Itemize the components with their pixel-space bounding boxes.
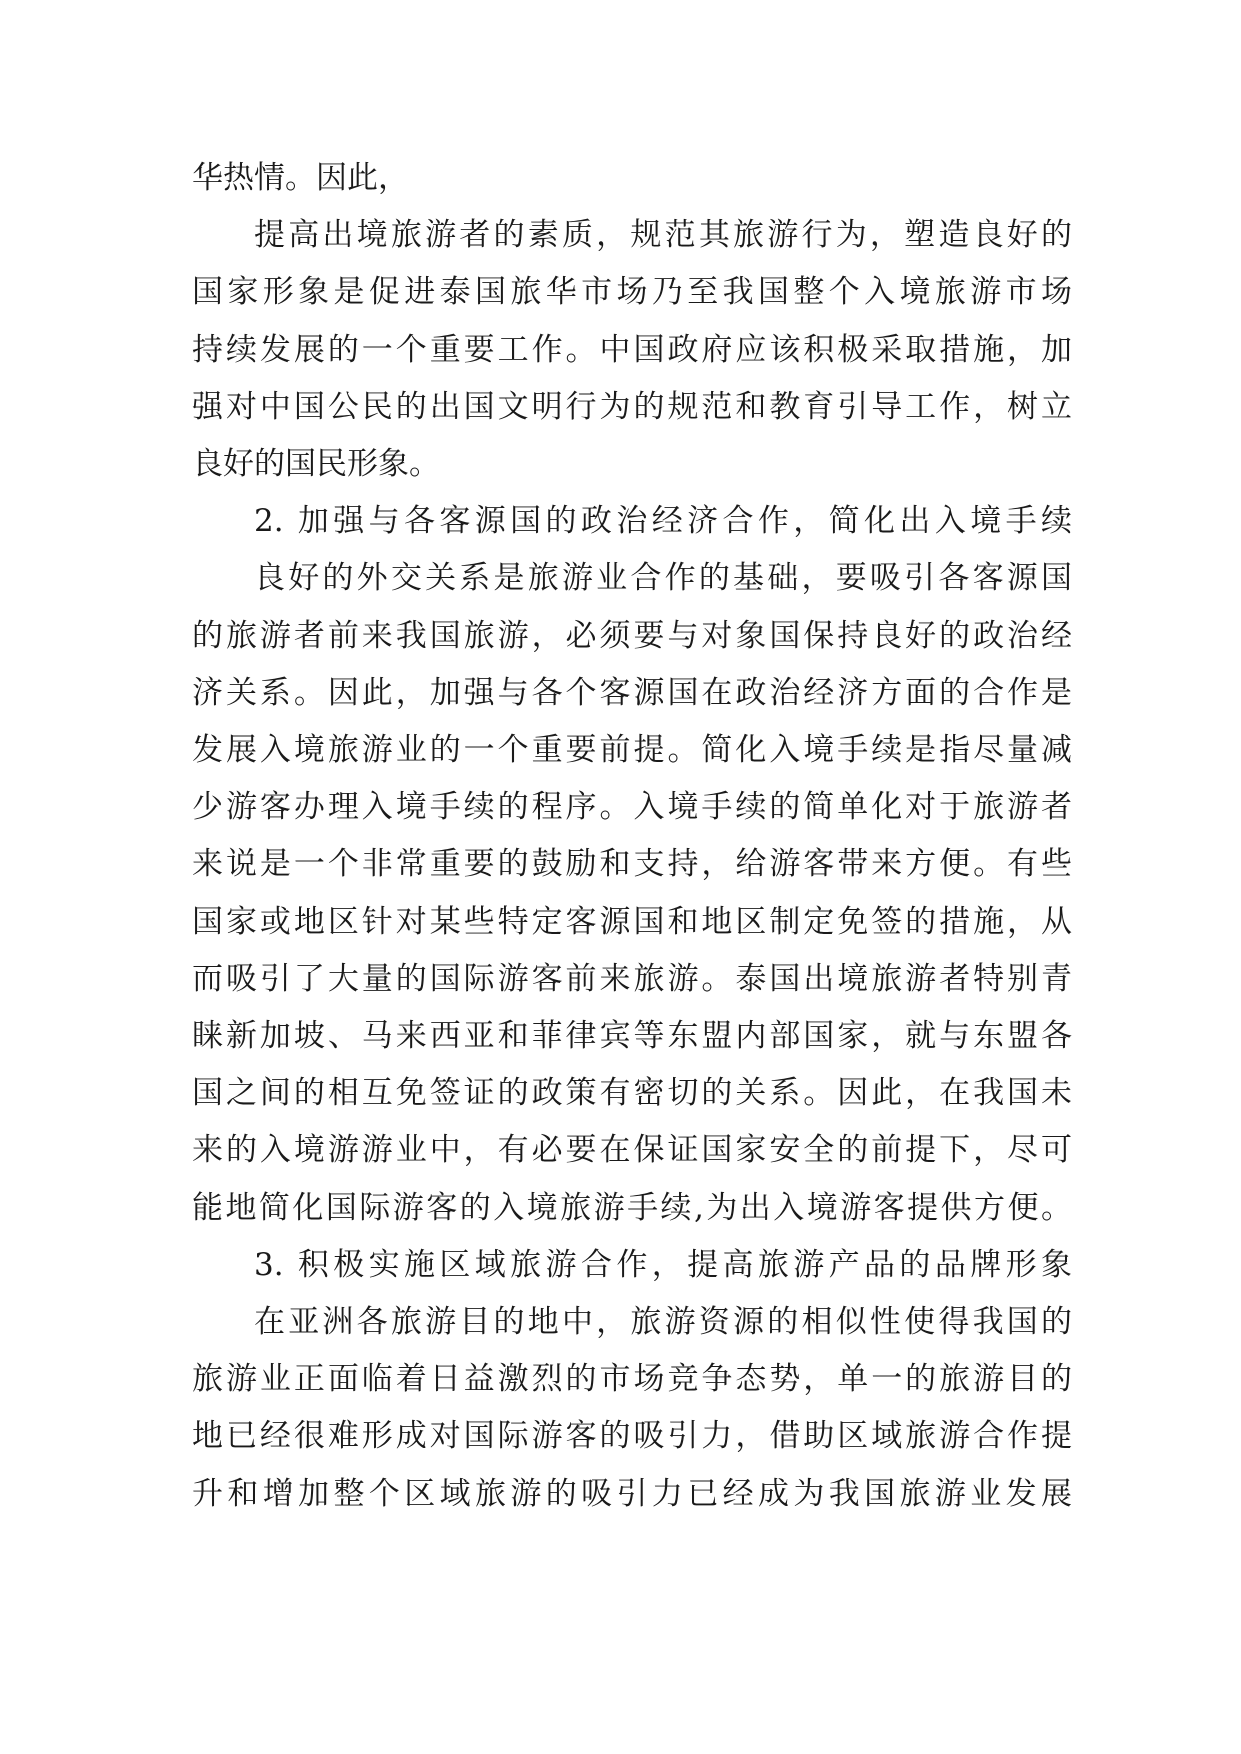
text-line: 良好的国民形象。 — [192, 446, 440, 482]
text-line: 国家或地区针对某些特定客源国和地区制定免签的措施，从 — [192, 903, 1072, 940]
text-line: 强对中国公民的出国文明行为的规范和教育引导工作，树立 — [192, 388, 1072, 425]
text-line: 睐新加坡、马来西亚和菲律宾等东盟内部国家，就与东盟各 — [192, 1018, 1072, 1054]
text-line: 而吸引了大量的国际游客前来旅游。泰国出境旅游者特别青 — [192, 960, 1072, 997]
text-line: 2. 加强与各客源国的政治经济合作，简化出入境手续 — [254, 503, 1072, 540]
text-line: 少游客办理入境手续的程序。入境手续的简单化对于旅游者 — [192, 789, 1072, 826]
text-line: 华热情。因此， — [192, 160, 409, 196]
text-line: 在亚洲各旅游目的地中，旅游资源的相似性使得我国的 — [254, 1304, 1072, 1340]
text-line: 济关系。因此，加强与各个客源国在政治经济方面的合作是 — [192, 674, 1072, 711]
text-line: 国之间的相互免签证的政策有密切的关系。因此，在我国未 — [192, 1075, 1072, 1112]
text-line: 国家形象是促进泰国旅华市场乃至我国整个入境旅游市场 — [192, 274, 1072, 311]
text-line: 来的入境游游业中，有必要在保证国家安全的前提下，尽可 — [192, 1132, 1072, 1169]
text-line: 来说是一个非常重要的鼓励和支持，给游客带来方便。有些 — [192, 846, 1072, 883]
text-line: 能地简化国际游客的入境旅游手续,为出入境游客提供方便。 — [192, 1189, 1072, 1226]
text-line: 的旅游者前来我国旅游，必须要与对象国保持良好的政治经 — [192, 617, 1072, 654]
text-line: 地已经很难形成对国际游客的吸引力，借助区域旅游合作提 — [192, 1418, 1072, 1455]
text-line: 升和增加整个区域旅游的吸引力已经成为我国旅游业发展 — [192, 1475, 1072, 1512]
text-line: 持续发展的一个重要工作。中国政府应该积极采取措施，加 — [192, 331, 1072, 368]
text-line: 发展入境旅游业的一个重要前提。简化入境手续是指尽量减 — [192, 732, 1072, 768]
text-line: 旅游业正面临着日益激烈的市场竞争态势，单一的旅游目的 — [192, 1361, 1072, 1398]
text-line: 3. 积极实施区域旅游合作，提高旅游产品的品牌形象 — [254, 1246, 1072, 1283]
text-line: 提高出境旅游者的素质，规范其旅游行为，塑造良好的 — [254, 217, 1072, 254]
text-line: 良好的外交关系是旅游业合作的基础，要吸引各客源国 — [254, 560, 1072, 597]
